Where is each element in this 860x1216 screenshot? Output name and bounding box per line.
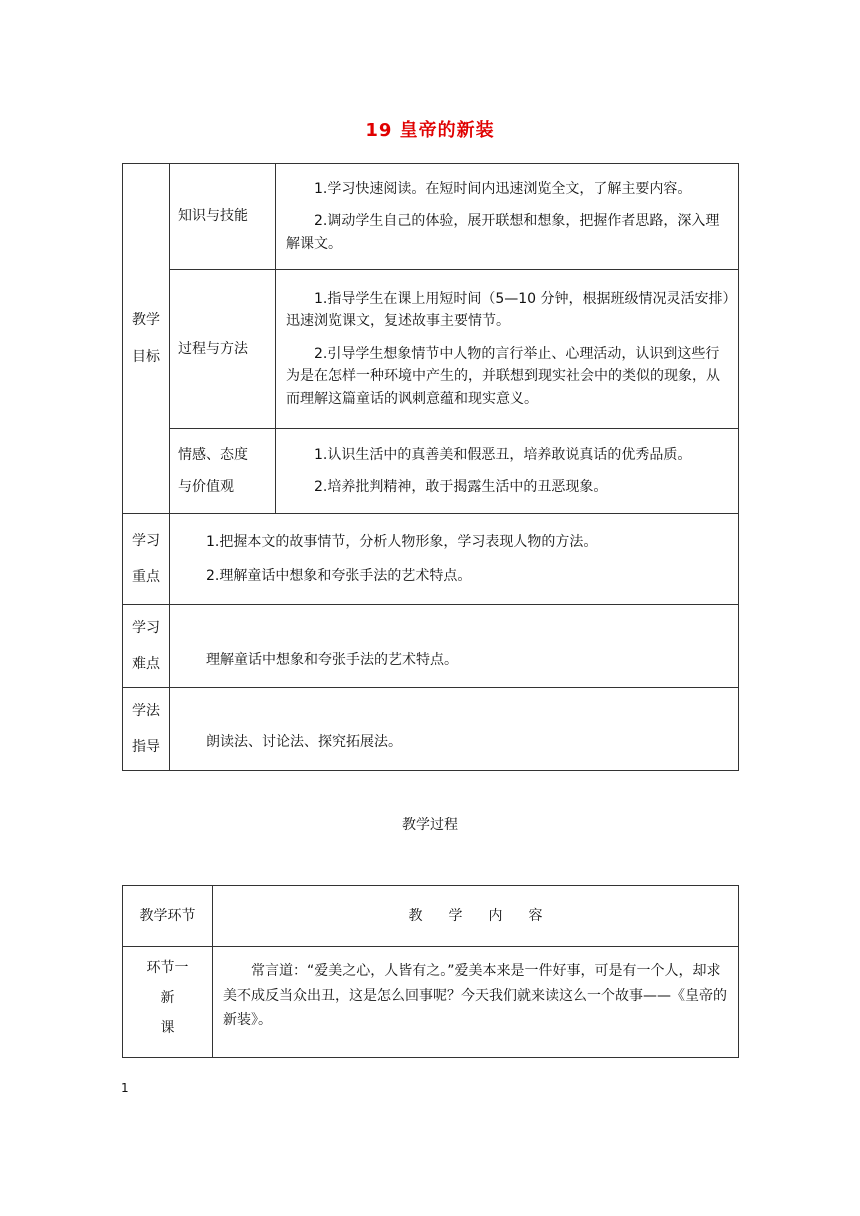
objective-knowledge-content: 1.学习快速阅读。在短时间内迅速浏览全文，了解主要内容。 2.调动学生自己的体验，展开联想和想象，把握作者思路，深入理解课文。 [276,164,739,270]
key-points-label: 学习 重点 [123,514,170,605]
process-heading: 教学过程 [402,817,458,833]
objectives-table [122,163,739,771]
process-table [122,885,739,1058]
objective-attitude-label: 情感、态度 与价值观 [170,429,276,514]
key-points-content: 1.把握本文的故事情节，分析人物形象，学习表现人物的方法。 2.理解童话中想象和夸张手法的艺术特点。 [170,514,739,605]
difficulties-label: 学习 难点 [123,605,170,688]
document-title: 19 皇帝的新装 [365,120,495,141]
objective-process-label: 过程与方法 [170,270,276,429]
objective-knowledge-label: 知识与技能 [170,164,276,270]
method-label: 学法 指导 [123,688,170,771]
page-number: 1 [121,1081,129,1095]
objective-process-content: 1.指导学生在课上用短时间（5—10 分钟，根据班级情况灵活安排）迅速浏览课文，复述故事主要情节。 2.引导学生想象情节中人物的言行举止、心理活动，认识到这些行为是在怎样一种环境中产生的，并联想到现实社会中的类似的现象，从而理解这篇童话的讽刺意蕴和现实意义。 [276,270,739,429]
stage-column-header: 教学环节 [123,886,213,947]
stage-cell: 环节一 新 课 [123,947,213,1058]
objective-attitude-content: 1.认识生活中的真善美和假恶丑，培养敢说真话的优秀品质。 2.培养批判精神，敢于揭露生活中的丑恶现象。 [276,429,739,514]
stage-content: 常言道：“爱美之心，人皆有之。”爱美本来是一件好事，可是有一个人，却求美不成反当众出丑，这是怎么回事呢？今天我们就来读这么一个故事——《皇帝的新装》。 [213,947,739,1058]
method-content: 朗读法、讨论法、探究拓展法。 [170,688,739,771]
difficulties-content: 理解童话中想象和夸张手法的艺术特点。 [170,605,739,688]
objectives-label: 教学 目标 [123,164,170,514]
content-column-header: 教学内容 [213,886,739,947]
